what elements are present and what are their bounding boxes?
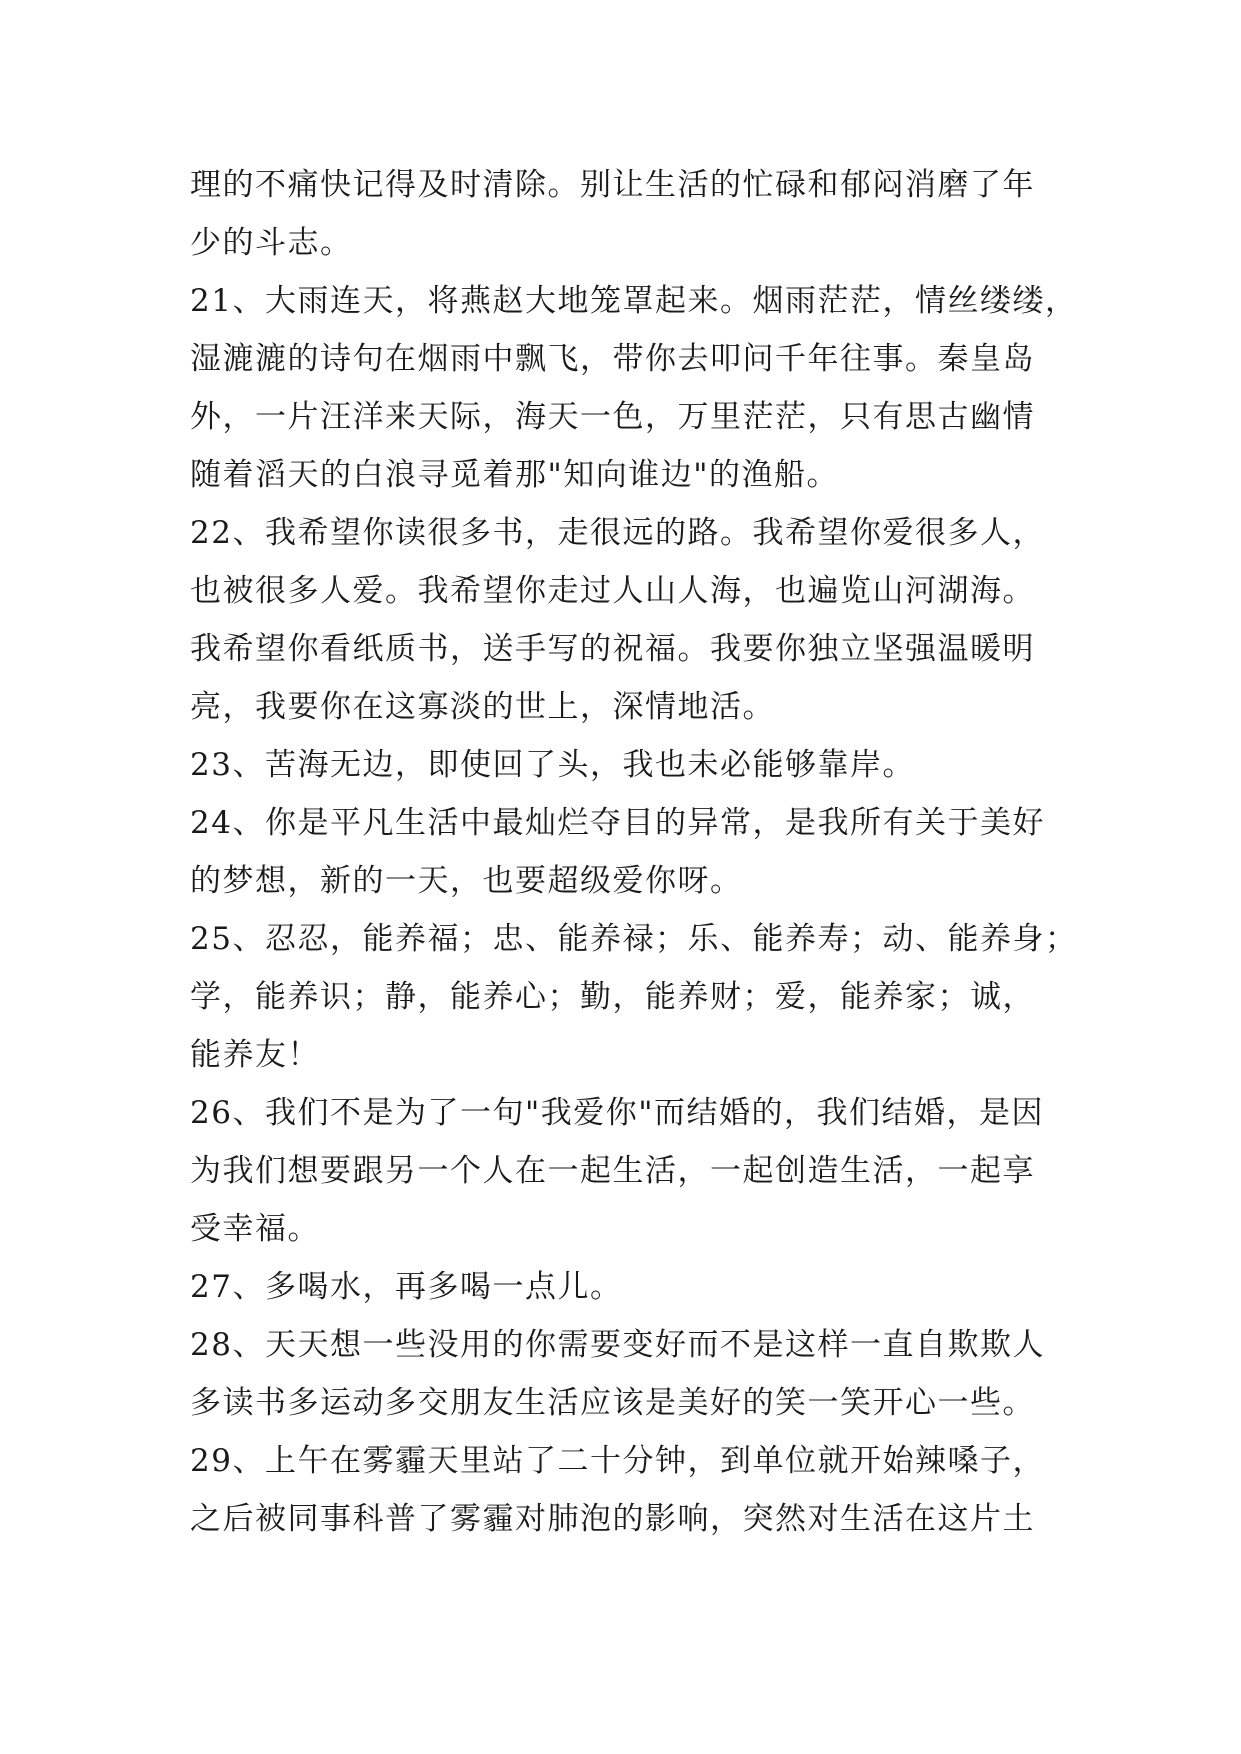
text-line: 外，一片汪洋来天际，海天一色，万里茫茫，只有思古幽情 [190, 399, 1035, 435]
text-line: 24、你是平凡生活中最灿烂夺目的异常，是我所有关于美好 [190, 805, 1045, 841]
text-line: 受幸福。 [190, 1211, 320, 1247]
text-line: 湿漉漉的诗句在烟雨中飘飞，带你去叩问千年往事。秦皇岛 [190, 341, 1035, 377]
text-line: 25、忍忍，能养福；忠、能养禄；乐、能养寿；动、能养身； [190, 921, 1078, 957]
text-line: 29、上午在雾霾天里站了二十分钟，到单位就开始辣嗓子， [190, 1443, 1045, 1479]
text-line: 理的不痛快记得及时清除。别让生活的忙碌和郁闷消磨了年 [190, 167, 1035, 203]
text-line: 学，能养识；静，能养心；勤，能养财；爱，能养家；诚， [190, 979, 1035, 1015]
document-body [190, 156, 1078, 1548]
text-line: 亮，我要你在这寡淡的世上，深情地活。 [190, 689, 775, 725]
text-line: 少的斗志。 [190, 225, 353, 261]
text-line: 的梦想，新的一天，也要超级爱你呀。 [190, 863, 743, 899]
text-line: 之后被同事科普了雾霾对肺泡的影响，突然对生活在这片土 [190, 1501, 1035, 1537]
text-line: 27、多喝水，再多喝一点儿。 [190, 1269, 623, 1305]
text-line: 多读书多运动多交朋友生活应该是美好的笑一笑开心一些。 [190, 1385, 1035, 1421]
text-line: 26、我们不是为了一句"我爱你"而结婚的，我们结婚，是因 [190, 1095, 1044, 1131]
text-line: 我希望你看纸质书，送手写的祝福。我要你独立坚强温暖明 [190, 631, 1035, 667]
text-line: 为我们想要跟另一个人在一起生活，一起创造生活，一起享 [190, 1153, 1035, 1189]
text-line: 能养友！ [190, 1037, 320, 1073]
text-line: 28、天天想一些没用的你需要变好而不是这样一直自欺欺人 [190, 1327, 1045, 1363]
text-line: 22、我希望你读很多书，走很远的路。我希望你爱很多人， [190, 515, 1045, 551]
text-line: 随着滔天的白浪寻觅着那"知向谁边"的渔船。 [190, 457, 840, 493]
text-line: 23、苦海无边，即使回了头，我也未必能够靠岸。 [190, 747, 915, 783]
text-line: 也被很多人爱。我希望你走过人山人海，也遍览山河湖海。 [190, 573, 1035, 609]
text-line: 21、大雨连天，将燕赵大地笼罩起来。烟雨茫茫，情丝缕缕， [190, 283, 1078, 319]
